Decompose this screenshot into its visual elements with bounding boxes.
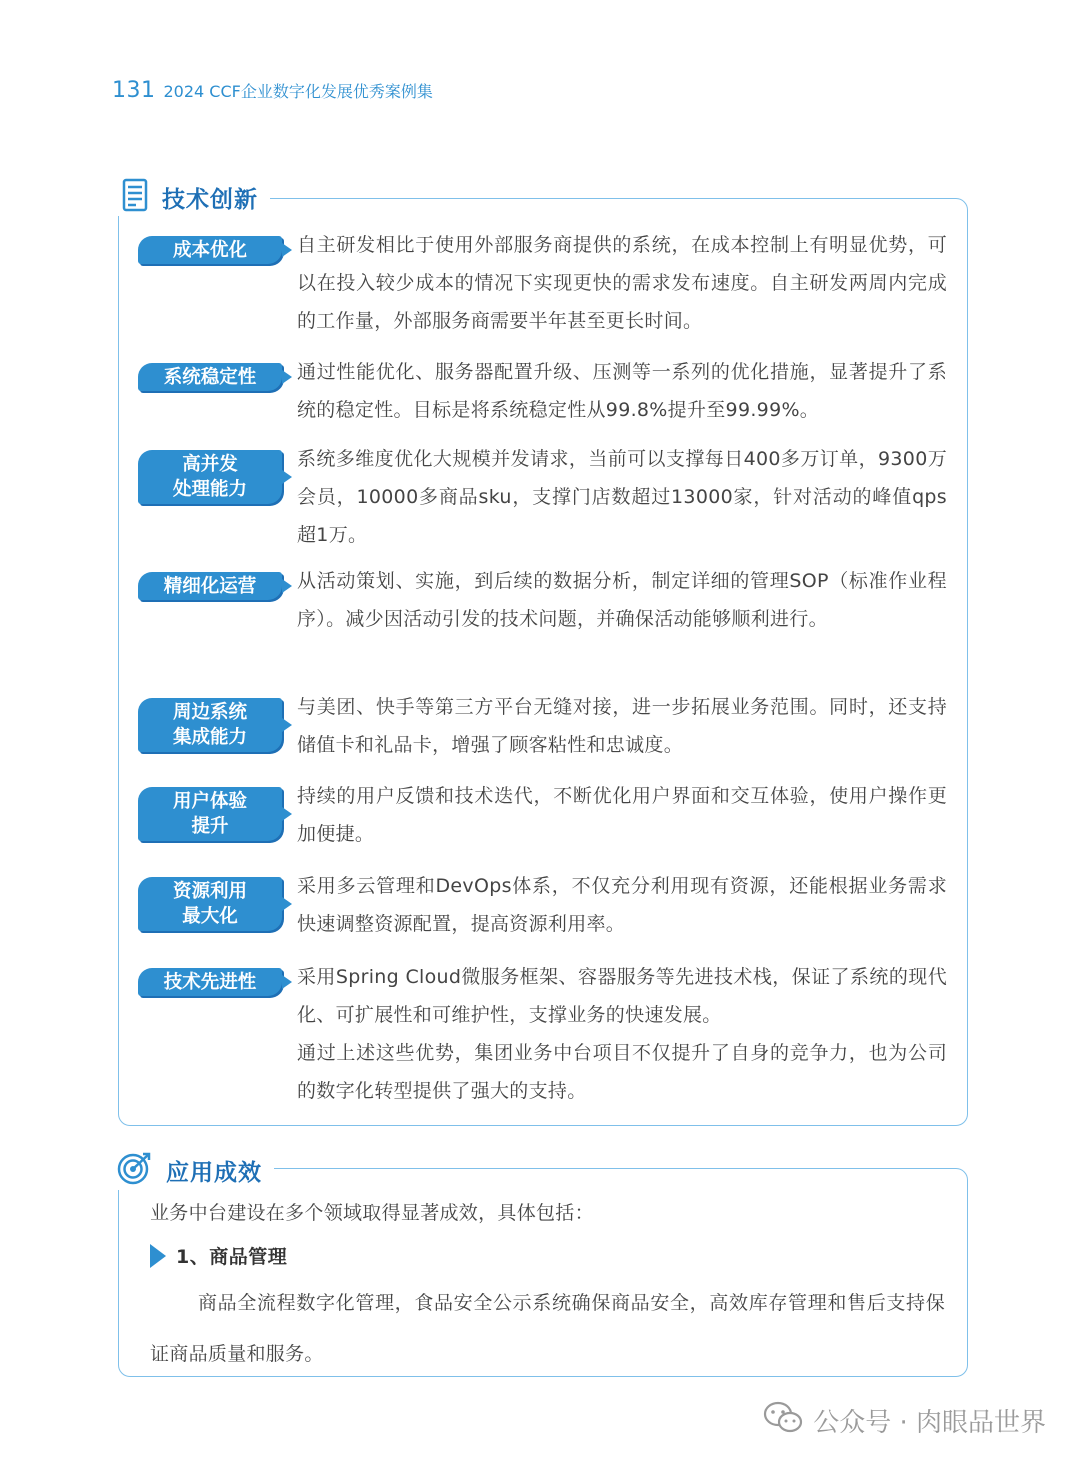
item-description: 系统多维度优化大规模并发请求，当前可以支撑每日400多万订单，9300万会员，10000多商品sku，支撑门店数超过13000家，针对活动的峰值qps超1万。 xyxy=(297,448,947,546)
item-description: 通过性能优化、服务器配置升级、压测等一系列的优化措施，显著提升了系统的稳定性。目标是将系统稳定性从99.8%提升至99.99%。 xyxy=(297,361,947,421)
item-description: 采用多云管理和DevOps体系，不仅充分利用现有资源，还能根据业务需求快速调整资源配置，提高资源利用率。 xyxy=(297,875,947,935)
sub-heading xyxy=(150,1242,287,1269)
book-title: 2024 CCF企业数字化发展优秀案例集 xyxy=(163,82,433,101)
item-description: 从活动策划、实施，到后续的数据分析，制定详细的管理SOP（标准作业程序）。减少因活动引发的技术问题，并确保活动能够顺利进行。 xyxy=(297,570,947,630)
document-list-icon xyxy=(122,178,148,216)
section-title: 应用成效 xyxy=(166,1159,262,1186)
tag-label: 资源利用 最大化 xyxy=(138,877,282,931)
item-description: 与美团、快手等第三方平台无缝对接，进一步拓展业务范围。同时，还支持储值卡和礼品卡，增强了顾客粘性和忠诚度。 xyxy=(297,696,947,756)
tag-label: 系统稳定性 xyxy=(138,363,282,391)
page-number: 131 xyxy=(112,78,156,103)
tag-label: 技术先进性 xyxy=(138,968,282,996)
section-title: 技术创新 xyxy=(162,186,258,213)
page-header xyxy=(112,78,433,103)
tag-label: 精细化运营 xyxy=(138,572,282,600)
wechat-icon xyxy=(763,1400,813,1441)
target-icon xyxy=(116,1150,154,1190)
watermark-text: 公众号 · 肉眼品世界 xyxy=(813,1408,1046,1438)
item-description: 持续的用户反馈和技术迭代，不断优化用户界面和交互体验，使用户操作更加便捷。 xyxy=(297,785,947,845)
tech-section-heading xyxy=(118,178,270,216)
item-description: 采用Spring Cloud微服务框架、容器服务等先进技术栈，保证了系统的现代化、可扩展性和可维护性，支撑业务的快速发展。 通过上述这些优势，集团业务中台项目不仅提升了自身的竞争力，也为公司的数字化转型提供了强大的支持。 xyxy=(297,966,947,1102)
tag-label: 周边系统 集成能力 xyxy=(138,698,282,752)
triangle-marker-icon xyxy=(150,1244,166,1268)
watermark xyxy=(763,1400,1046,1441)
tag-label: 高并发 处理能力 xyxy=(138,450,282,504)
tag-label: 用户体验 提升 xyxy=(138,787,282,841)
app-paragraph: 商品全流程数字化管理，食品安全公示系统确保商品安全，高效库存管理和售后支持保证商品质量和服务。 xyxy=(150,1292,945,1365)
item-description: 自主研发相比于使用外部服务商提供的系统，在成本控制上有明显优势，可以在投入较少成本的情况下实现更快的需求发布速度。自主研发两周内完成的工作量，外部服务商需要半年甚至更长时间。 xyxy=(297,234,947,332)
app-section-heading xyxy=(112,1150,274,1190)
tag-label: 成本优化 xyxy=(138,236,282,264)
app-intro-text: 业务中台建设在多个领域取得显著成效，具体包括： xyxy=(150,1202,594,1224)
summary-text: 通过上述这些优势，集团业务中台项目不仅提升了自身的竞争力，也为公司的数字化转型提供了强大的支持。 xyxy=(297,1042,947,1102)
sub-heading-title: 1、商品管理 xyxy=(176,1246,288,1268)
